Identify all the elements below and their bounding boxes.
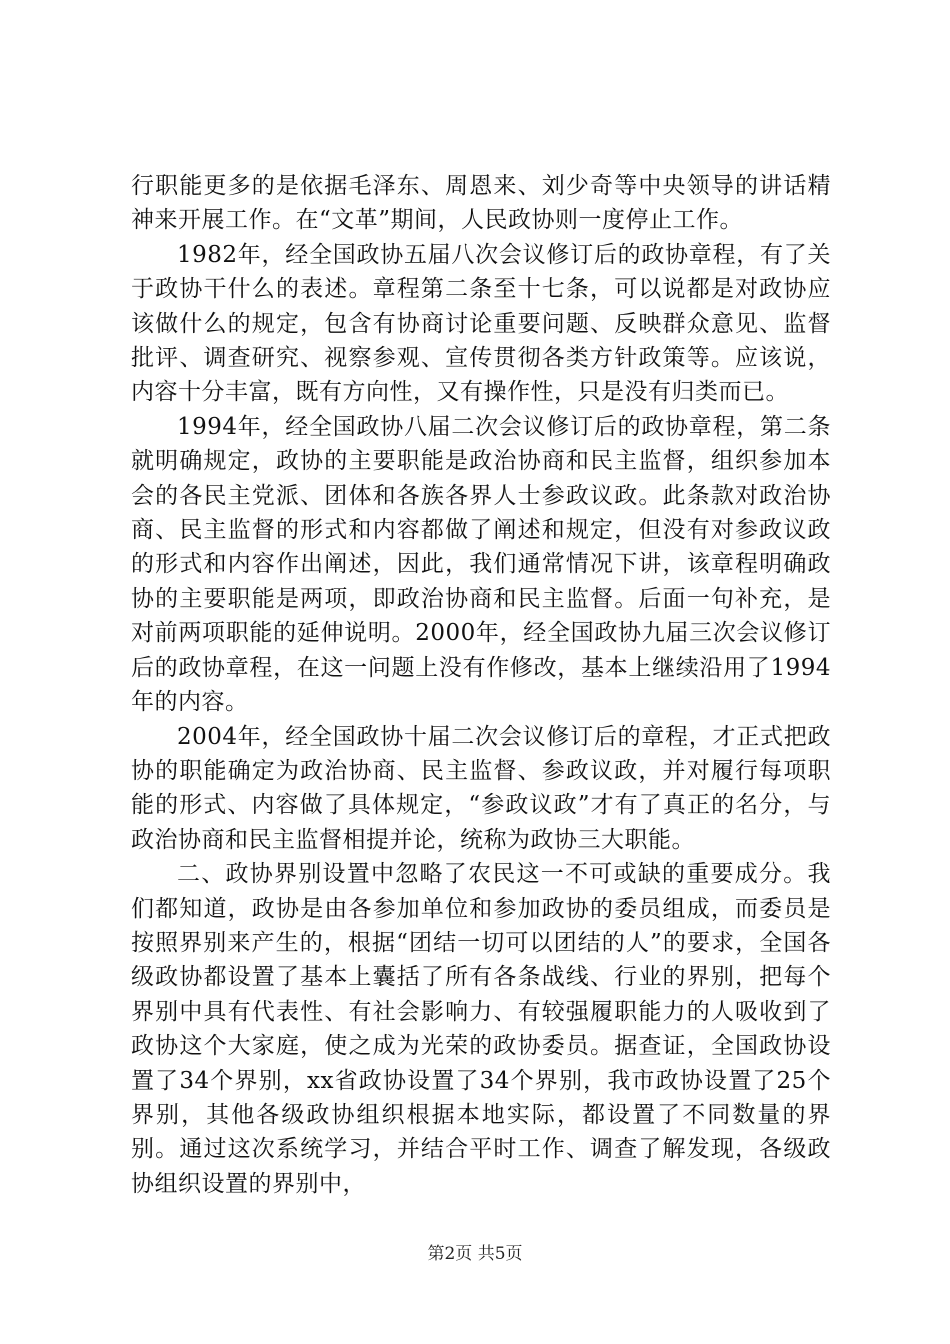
paragraph-1: 行职能更多的是依据毛泽东、周恩来、刘少奇等中央领导的讲话精神来开展工作。在“文革”期间，人民政协则一度停止工作。 — [131, 173, 831, 234]
page-footer: 第2页 共5页 — [427, 1244, 523, 1264]
paragraph-2: 1982年，经全国政协五届八次会议修订后的政协章程，有了关于政协干什么的表述。章程第二条至十七条，可以说都是对政协应该做什么的规定，包含有协商讨论重要问题、反映群众意见、监督批评、调查研究、视察参观、宣传贯彻各类方针政策等。应该说，内容十分丰富，既有方向性，又有操作性，只是没有归类而已。 — [131, 241, 831, 406]
document-body — [131, 169, 831, 1201]
paragraph-4: 2004年，经全国政协十届二次会议修订后的章程，才正式把政协的职能确定为政治协商、民主监督、参政议政，并对履行每项职能的形式、内容做了具体规定，“参政议政”才有了真正的名分，与政治协商和民主监督相提并论，统称为政协三大职能。 — [131, 723, 831, 853]
paragraph-5: 二、政协界别设置中忽略了农民这一不可或缺的重要成分。我们都知道，政协是由各参加单位和参加政协的委员组成，而委员是按照界别来产生的，根据“团结一切可以团结的人”的要求，全国各级政协都设置了基本上囊括了所有各条战线、行业的界别，把每个界别中具有代表性、有社会影响力、有较强履职能力的人吸收到了政协这个大家庭，使之成为光荣的政协委员。据查证，全国政协设置了34个界别，xx省政协设置了34个界别，我市政协设置了25个界别，其他各级政协组织根据本地实际，都设置了不同数量的界别。通过这次系统学习，并结合平时工作、调查了解发现，各级政协组织设置的界别中， — [131, 861, 831, 1197]
paragraph-3: 1994年，经全国政协八届二次会议修订后的政协章程，第二条就明确规定，政协的主要职能是政治协商和民主监督，组织参加本会的各民主党派、团体和各族各界人士参政议政。此条款对政治协商、民主监督的形式和内容都做了阐述和规定，但没有对参政议政的形式和内容作出阐述，因此，我们通常情况下讲，该章程明确政协的主要职能是两项，即政治协商和民主监督。后面一句补充，是对前两项职能的延伸说明。2000年，经全国政协九届三次会议修订后的政协章程，在这一问题上没有作修改，基本上继续沿用了1994年的内容。 — [131, 413, 831, 716]
